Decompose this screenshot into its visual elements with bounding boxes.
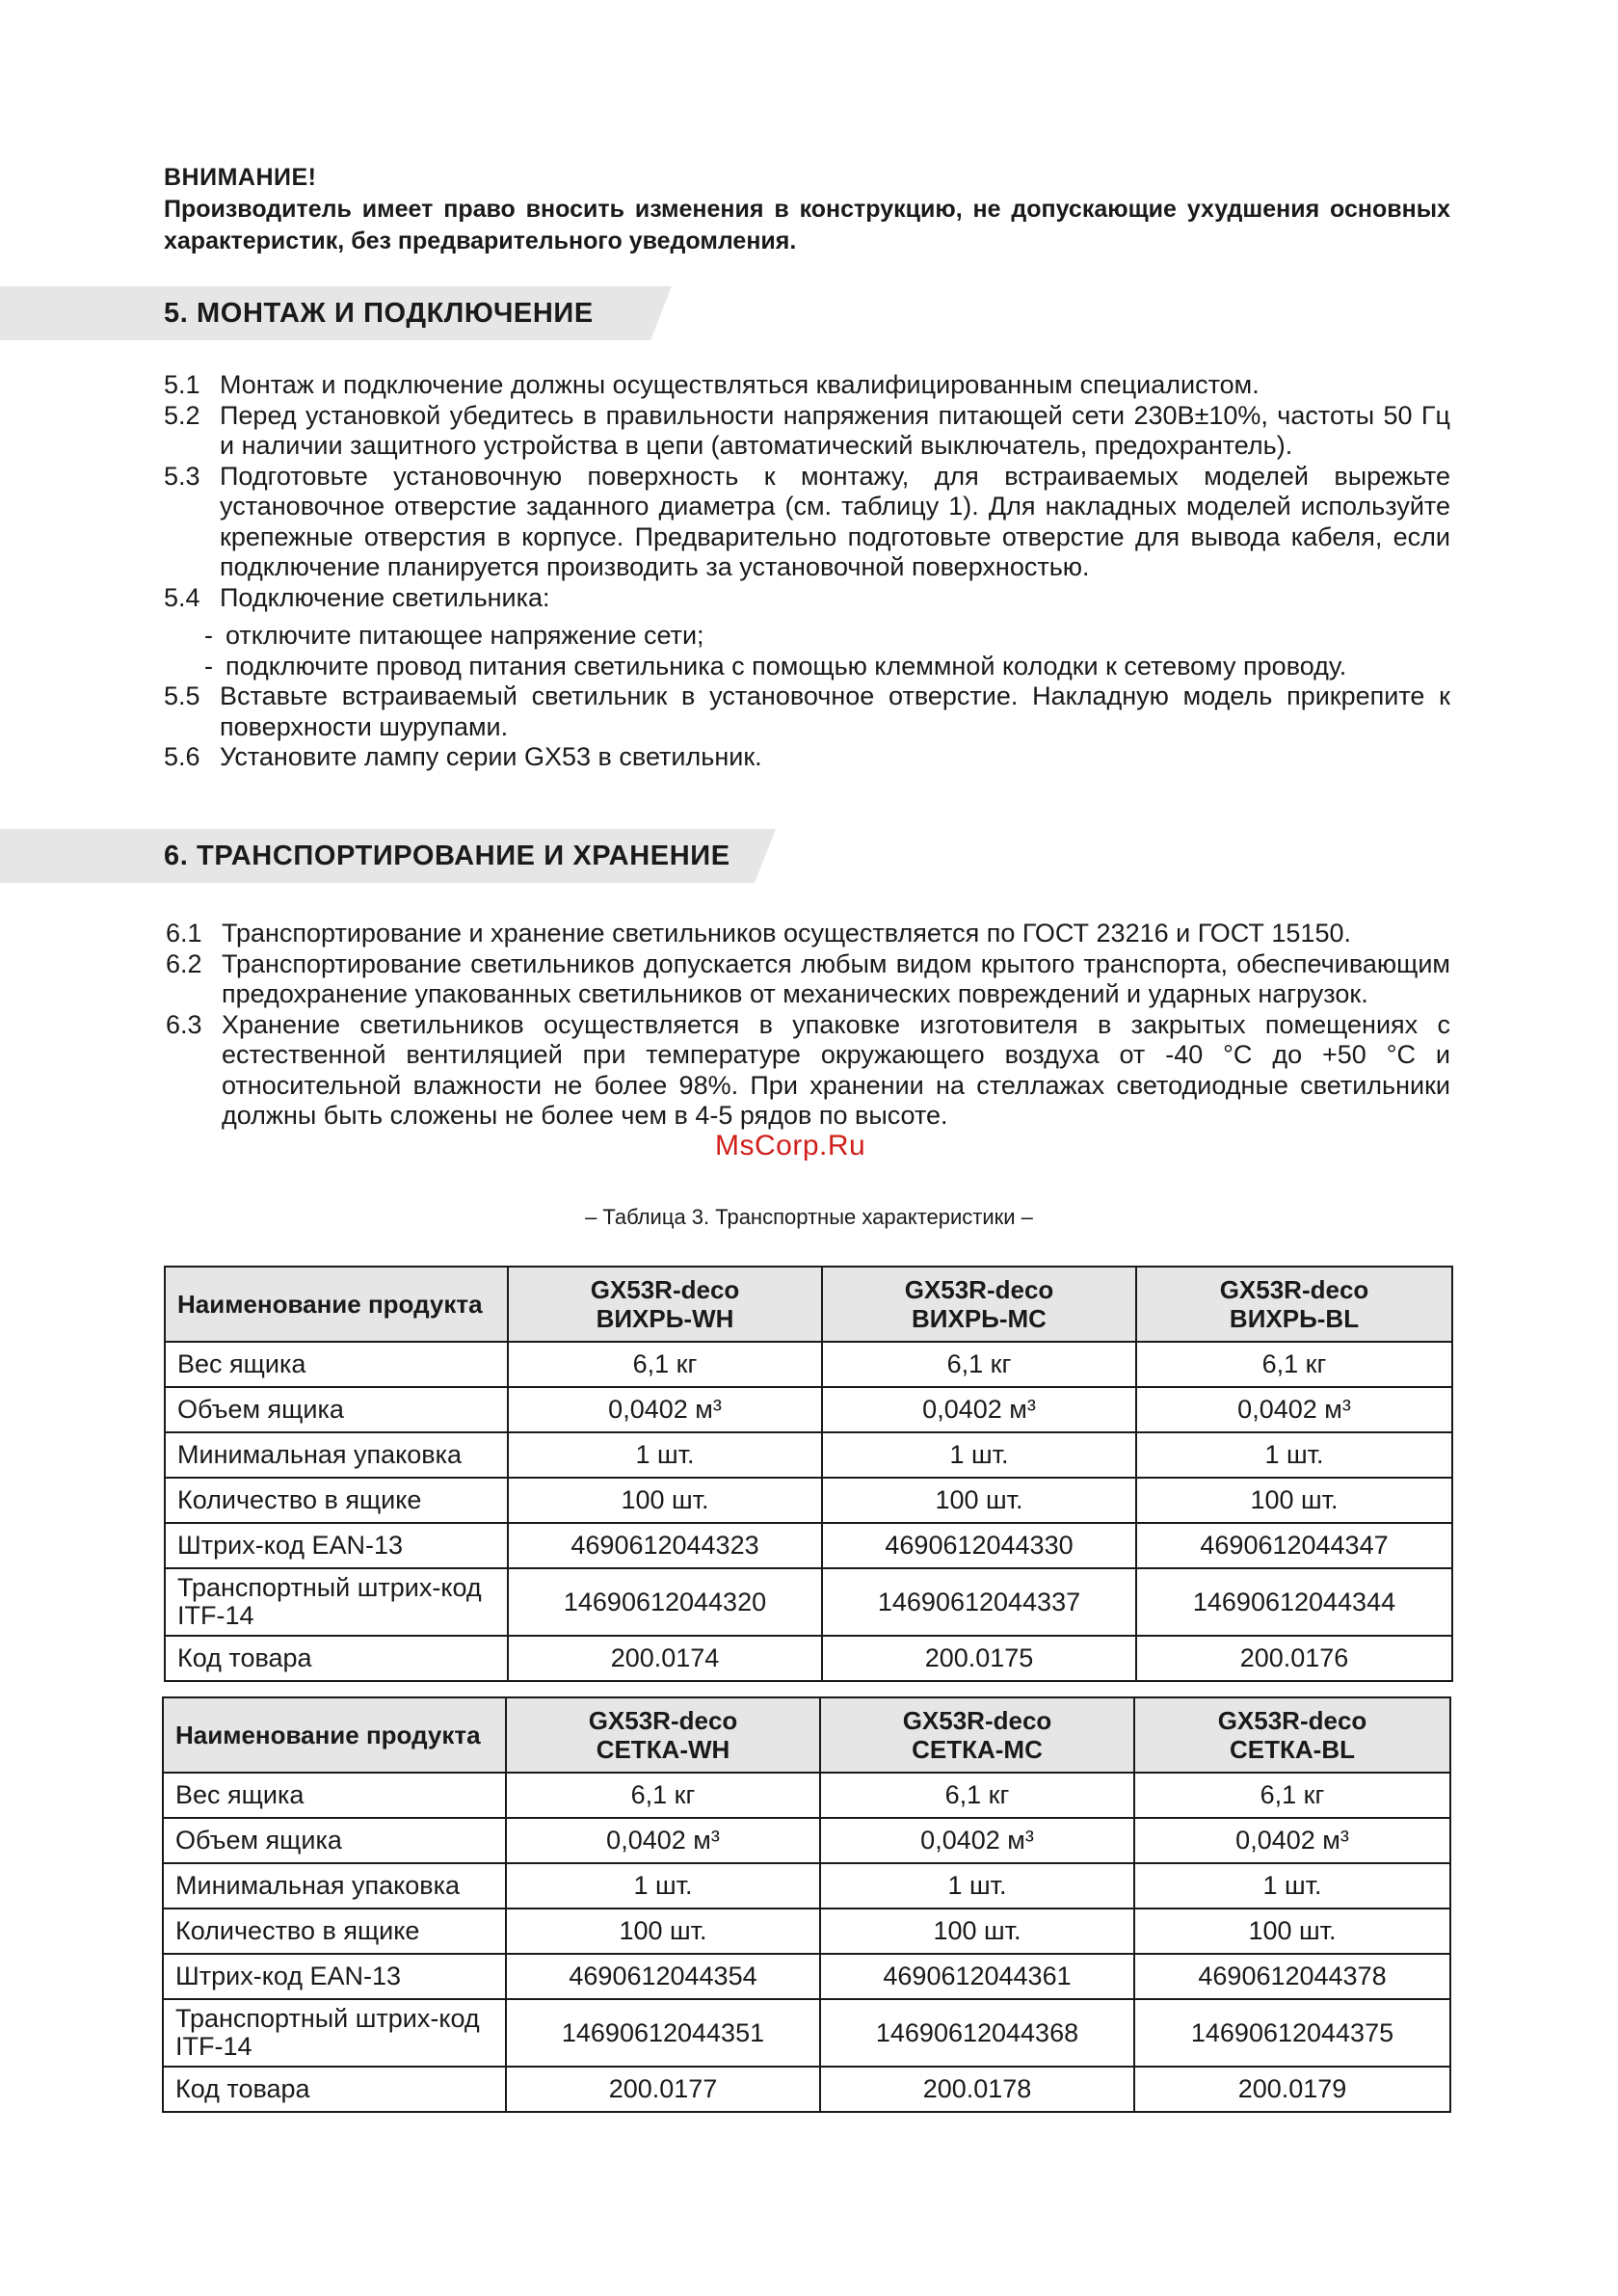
table-row [165, 1342, 1452, 1387]
list-item-5-4 [164, 583, 1450, 614]
table-caption: – Таблица 3. Транспортные характеристики – [585, 1205, 1033, 1229]
item-text: Монтаж и подключение должны осуществляться квалифицированным специалистом. [220, 370, 1260, 399]
cell-value: 6,1 кг [508, 1342, 822, 1387]
row-label: Минимальная упаковка [163, 1863, 506, 1909]
cell-value: 1 шт. [822, 1432, 1136, 1478]
header-model [1134, 1697, 1450, 1773]
table-row [163, 1954, 1450, 1999]
list-item-5-1 [164, 370, 1450, 401]
item-number: 5.4 [164, 582, 200, 612]
cell-value: 14690612044344 [1136, 1568, 1452, 1636]
notice-title: ВНИМАНИЕ! [164, 164, 317, 191]
section-6-title: 6. ТРАНСПОРТИРОВАНИЕ И ХРАНЕНИЕ [164, 841, 730, 871]
cell-value: 100 шт. [822, 1478, 1136, 1523]
header-model [822, 1267, 1136, 1342]
list-item-6-2 [166, 949, 1450, 1010]
table-row [165, 1568, 1452, 1636]
cell-value: 0,0402 м³ [506, 1818, 820, 1863]
row-label: Количество в ящике [165, 1478, 508, 1523]
table-row [165, 1432, 1452, 1478]
item-number: 5.1 [164, 370, 200, 399]
item-text: Транспортирование и хранение светильников осуществляется по ГОСТ 23216 и ГОСТ 15150. [222, 919, 1351, 948]
model-variant: СЕТКА-WH [596, 1735, 730, 1764]
item-number: 5.2 [164, 400, 200, 430]
cell-value: 14690612044337 [822, 1568, 1136, 1636]
cell-value: 1 шт. [506, 1863, 820, 1909]
list-item-5-3 [164, 462, 1450, 583]
table-row [163, 1773, 1450, 1818]
table-header-row [163, 1697, 1450, 1773]
cell-value: 0,0402 м³ [1136, 1387, 1452, 1432]
cell-value: 1 шт. [1134, 1863, 1450, 1909]
row-label: Вес ящика [163, 1773, 506, 1818]
list-item-6-1 [166, 919, 1450, 949]
cell-value: 100 шт. [1134, 1909, 1450, 1954]
header-model [1136, 1267, 1452, 1342]
dash-mark: - [204, 621, 213, 650]
cell-value: 100 шт. [508, 1478, 822, 1523]
row-label: Код товара [163, 2067, 506, 2112]
item-number: 5.5 [164, 681, 200, 710]
model-series: GX53R-deco [1217, 1706, 1367, 1735]
model-variant: ВИХРЬ-BL [1229, 1304, 1360, 1333]
cell-value: 4690612044323 [508, 1523, 822, 1568]
item-text: Установите лампу серии GX53 в светильник. [220, 742, 762, 771]
model-variant: ВИХРЬ-WH [596, 1304, 734, 1333]
table-row [163, 1999, 1450, 2067]
cell-value: 6,1 кг [506, 1773, 820, 1818]
section-6-list [166, 919, 1450, 1132]
cell-value: 0,0402 м³ [508, 1387, 822, 1432]
table-row [163, 1909, 1450, 1954]
cell-value: 4690612044354 [506, 1954, 820, 1999]
model-variant: ВИХРЬ-MC [912, 1304, 1047, 1333]
header-model [508, 1267, 822, 1342]
cell-value: 4690612044361 [820, 1954, 1134, 1999]
section-5-list [164, 370, 1450, 773]
cell-value: 0,0402 м³ [820, 1818, 1134, 1863]
cell-value: 200.0179 [1134, 2067, 1450, 2112]
row-label: Объем ящика [163, 1818, 506, 1863]
sub-item [164, 621, 1450, 652]
model-variant: СЕТКА-MC [912, 1735, 1043, 1764]
cell-value: 200.0176 [1136, 1636, 1452, 1681]
watermark: MsCorp.Ru [715, 1130, 866, 1161]
transport-table-setka [162, 1696, 1451, 2113]
cell-value: 6,1 кг [820, 1773, 1134, 1818]
cell-value: 1 шт. [820, 1863, 1134, 1909]
cell-value: 0,0402 м³ [1134, 1818, 1450, 1863]
model-series: GX53R-deco [904, 1275, 1054, 1304]
item-text: Подготовьте установочную поверхность к монтажу, для встраиваемых моделей вырежьте установочное отверстие заданного диаметра (см. таблицу 1). Для накладных моделей используйте крепежные отверстия в корпусе. Предварительно подготовьте отверстие для вывода кабеля, если подключение планируется производить за установочной поверхностью. [220, 461, 1450, 581]
cell-value: 14690612044351 [506, 1999, 820, 2067]
list-item-5-6 [164, 742, 1450, 773]
model-series: GX53R-deco [588, 1706, 738, 1735]
cell-value: 4690612044347 [1136, 1523, 1452, 1568]
row-label: Штрих-код EAN-13 [163, 1954, 506, 1999]
table-row [163, 1818, 1450, 1863]
cell-value: 100 шт. [1136, 1478, 1452, 1523]
table-row [165, 1523, 1452, 1568]
cell-value: 200.0174 [508, 1636, 822, 1681]
model-series: GX53R-deco [1219, 1275, 1369, 1304]
sub-item-text: подключите провод питания светильника с помощью клеммной колодки к сетевому проводу. [225, 651, 1347, 681]
cell-value: 200.0178 [820, 2067, 1134, 2112]
cell-value: 4690612044330 [822, 1523, 1136, 1568]
cell-value: 6,1 кг [822, 1342, 1136, 1387]
cell-value: 200.0177 [506, 2067, 820, 2112]
cell-value: 6,1 кг [1134, 1773, 1450, 1818]
cell-value: 14690612044368 [820, 1999, 1134, 2067]
row-label: Вес ящика [165, 1342, 508, 1387]
model-variant: СЕТКА-BL [1230, 1735, 1355, 1764]
cell-value: 4690612044378 [1134, 1954, 1450, 1999]
table-header-row [165, 1267, 1452, 1342]
list-item-5-2 [164, 401, 1450, 462]
cell-value: 6,1 кг [1136, 1342, 1452, 1387]
item-text: Транспортирование светильников допускается любым видом крытого транспорта, обеспечивающим предохранение упакованных светильников от механических повреждений и ударных нагрузок. [222, 948, 1450, 1008]
notice-block [164, 162, 1450, 257]
table-row [163, 2067, 1450, 2112]
notice-text: Производитель имеет право вносить изменения в конструкцию, не допускающие ухудшения основных характеристик, без предварительного уведомления. [164, 196, 1450, 254]
dash-mark: - [204, 651, 213, 681]
cell-value: 1 шт. [508, 1432, 822, 1478]
sub-item [164, 652, 1450, 682]
cell-value: 100 шт. [506, 1909, 820, 1954]
row-label: Штрих-код EAN-13 [165, 1523, 508, 1568]
item-number: 5.6 [164, 742, 200, 771]
item-text: Хранение светильников осуществляется в упаковке изготовителя в закрытых помещениях с естественной вентиляцией при температуре окружающего воздуха от -40 °С до +50 °С и относительной влажности не более 98%. При хранении на стеллажах светодиодные светильники должны быть сложены не более чем в 4-5 рядов по высоте. [222, 1009, 1450, 1130]
item-number: 5.3 [164, 461, 200, 491]
cell-value: 100 шт. [820, 1909, 1134, 1954]
header-product-name: Наименование продукта [165, 1267, 508, 1342]
header-product-name: Наименование продукта [163, 1697, 506, 1773]
list-item-5-5 [164, 681, 1450, 742]
row-label: Количество в ящике [163, 1909, 506, 1954]
header-model [506, 1697, 820, 1773]
item-number: 6.2 [166, 948, 202, 978]
model-series: GX53R-deco [590, 1275, 740, 1304]
table-row [165, 1636, 1452, 1681]
model-series: GX53R-deco [902, 1706, 1052, 1735]
item-text: Перед установкой убедитесь в правильности напряжения питающей сети 230В±10%, частоты 50 Гц и наличии защитного устройства в цепи (автоматический выключатель, предохрантель). [220, 400, 1450, 460]
header-model [820, 1697, 1134, 1773]
item-number: 6.3 [166, 1009, 202, 1039]
sub-item-text: отключите питающее напряжение сети; [225, 621, 704, 650]
cell-value: 14690612044320 [508, 1568, 822, 1636]
table-row [163, 1863, 1450, 1909]
item-text: Вставьте встраиваемый светильник в установочное отверстие. Накладную модель прикрепите к поверхности шурупами. [220, 681, 1450, 741]
transport-table-vikhr [164, 1266, 1453, 1682]
section-5-title: 5. МОНТАЖ И ПОДКЛЮЧЕНИЕ [164, 298, 594, 329]
cell-value: 1 шт. [1136, 1432, 1452, 1478]
cell-value: 0,0402 м³ [822, 1387, 1136, 1432]
list-item-6-3 [166, 1010, 1450, 1132]
item-number: 6.1 [166, 919, 202, 948]
row-label: Код товара [165, 1636, 508, 1681]
table-row [165, 1387, 1452, 1432]
cell-value: 200.0175 [822, 1636, 1136, 1681]
cell-value: 14690612044375 [1134, 1999, 1450, 2067]
row-label: Объем ящика [165, 1387, 508, 1432]
row-label: Транспортный штрих-код ITF-14 [163, 1999, 506, 2067]
row-label: Минимальная упаковка [165, 1432, 508, 1478]
table-row [165, 1478, 1452, 1523]
item-text: Подключение светильника: [220, 582, 550, 612]
row-label: Транспортный штрих-код ITF-14 [165, 1568, 508, 1636]
